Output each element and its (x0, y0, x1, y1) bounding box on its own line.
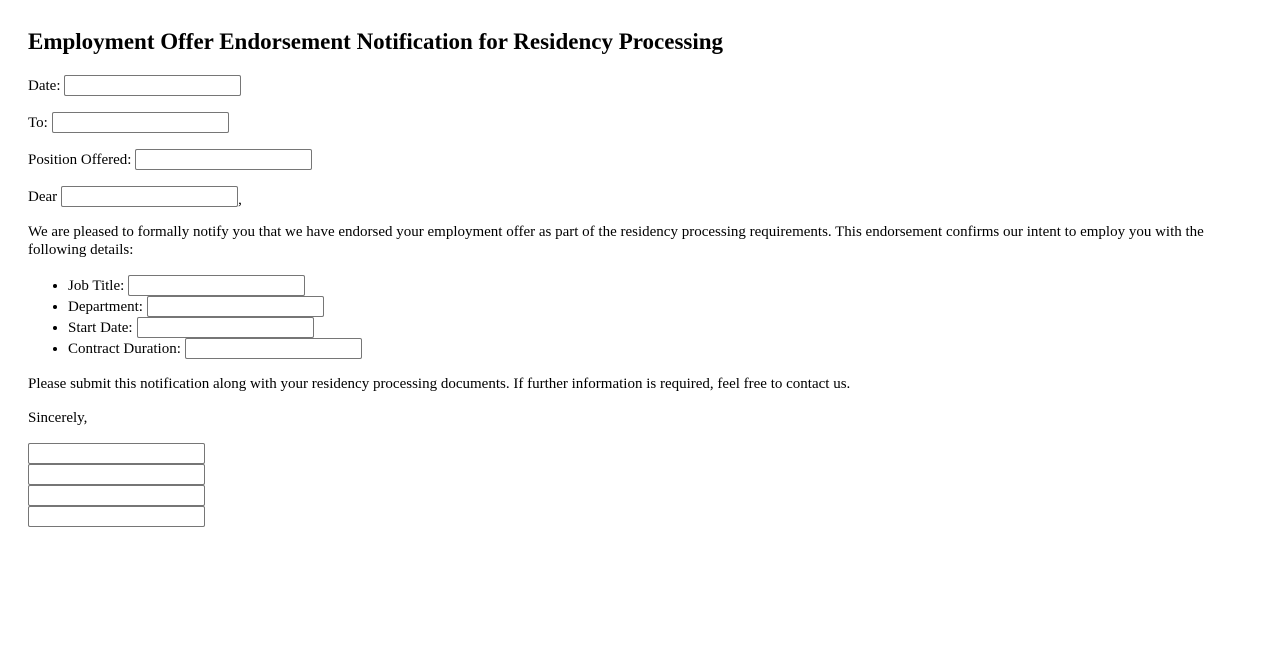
to-input[interactable] (52, 112, 229, 133)
signature-title-input[interactable] (28, 464, 205, 485)
contract-duration-input[interactable] (185, 338, 362, 359)
list-item-contract-duration (68, 338, 362, 359)
recipient-name-input[interactable] (61, 186, 238, 207)
list-item-job-title (68, 275, 362, 296)
list-item-start-date (68, 317, 362, 338)
job-title-input[interactable] (128, 275, 305, 296)
job-title-label: • Job Title: (68, 277, 125, 294)
department-input[interactable] (147, 296, 324, 317)
signature-company-input[interactable] (28, 485, 205, 506)
details-list (28, 275, 362, 359)
to-label: To: (28, 114, 48, 131)
intro-paragraph: We are pleased to formally notify you that we have endorsed your employment offer as part of the residency processing requirements. This endorsement confirms our intent to employ you with the following details: (28, 224, 1204, 258)
sign-off: Sincerely, (28, 410, 88, 426)
date-label: Date: (28, 77, 61, 94)
signature-block (28, 443, 205, 527)
to-row (28, 112, 229, 133)
position-input[interactable] (135, 149, 312, 170)
date-row (28, 75, 241, 96)
position-label: Position Offered: (28, 151, 132, 168)
signature-name-input[interactable] (28, 443, 205, 464)
dear-comma: , (238, 192, 242, 208)
signature-contact-input[interactable] (28, 506, 205, 527)
date-input[interactable] (64, 75, 241, 96)
department-label: • Department: (68, 298, 143, 315)
start-date-label: • Start Date: (68, 319, 133, 336)
contract-duration-label: • Contract Duration: (68, 340, 181, 357)
closing-paragraph: Please submit this notification along with your residency processing documents. If further information is required, feel free to contact us. (28, 376, 851, 392)
dear-row (28, 186, 242, 207)
start-date-input[interactable] (137, 317, 314, 338)
document-title: Employment Offer Endorsement Notification for Residency Processing (28, 29, 724, 54)
position-row (28, 149, 312, 170)
dear-label: Dear (28, 188, 58, 205)
list-item-department (68, 296, 362, 317)
